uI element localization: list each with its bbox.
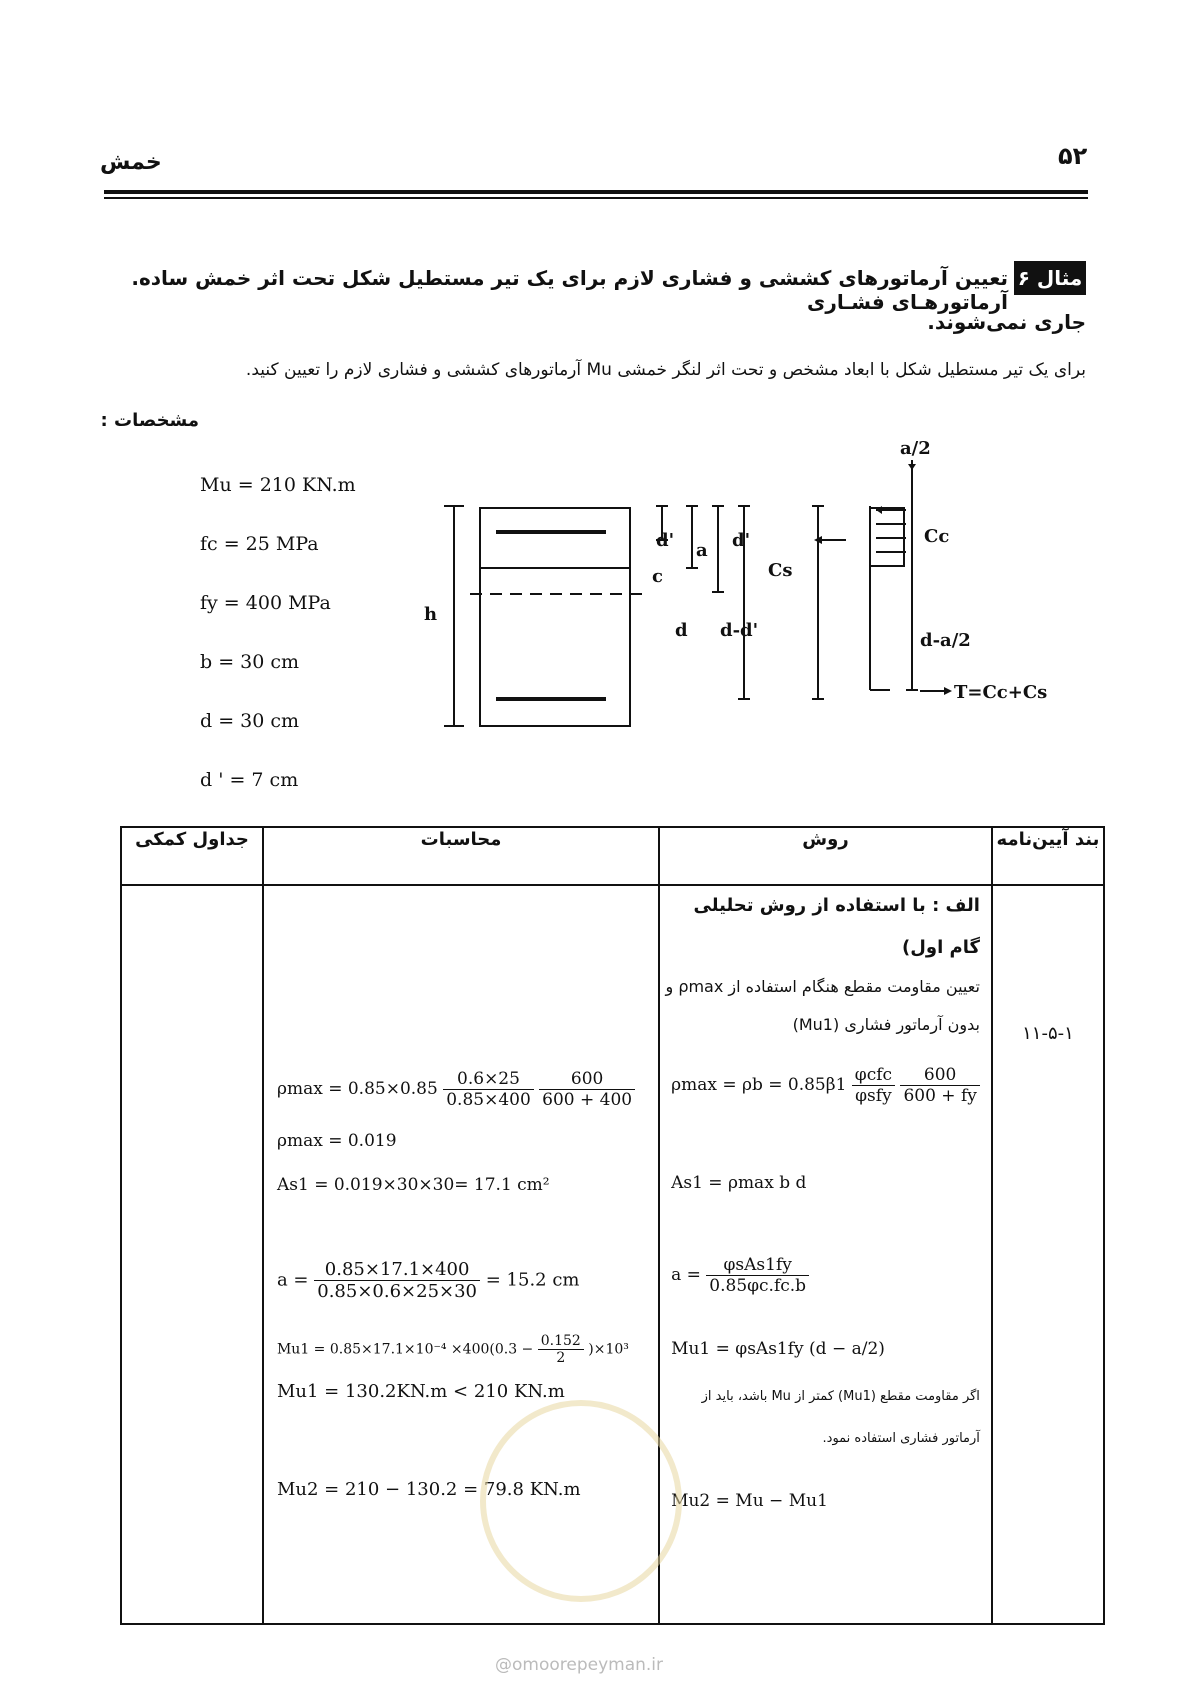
label-dprime: d' [656, 530, 675, 551]
label-a-over-2: a/2 [900, 438, 931, 459]
label-cc: Cc [924, 526, 950, 547]
header-rule-thin [104, 197, 1088, 199]
label-h: h [424, 604, 438, 625]
spec-d: d = 30 cm [200, 710, 300, 732]
spec-b: b = 30 cm [200, 651, 300, 673]
label-a: a [696, 540, 708, 561]
formula-mu2: Mu2 = Mu − Mu1 [671, 1491, 828, 1511]
code-reference: ۱۱-۵-۱ [1022, 1023, 1074, 1044]
calc-mu1-expression: Mu1 = 0.85×17.1×10⁻⁴ ×400(0.3 − $\frac{0.152}{2}$ )×10³ [276, 1333, 629, 1366]
specs-heading: مشخصات : [100, 410, 199, 431]
formula-mu1: Mu1 = φsAs1fy (d − a/2) [671, 1339, 885, 1359]
example-title-line2: جاری نمی‌شوند. [927, 310, 1086, 334]
calc-rho-max: ρmax = 0.85×0.85 $\frac{0.6\times 25}{0.85\times 400}$ $\frac{600}{600 + 400}$ [277, 1069, 635, 1110]
header-method: روش [659, 827, 992, 885]
calc-mu2: Mu2 = 210 − 130.2 = 79.8 KN.m [276, 1479, 581, 1500]
formula-as1: As1 = ρmax b d [671, 1173, 807, 1193]
method-step: گام اول) [902, 937, 980, 958]
chapter-title: خمش [100, 150, 162, 175]
method-cell [659, 885, 992, 1624]
method-note-2: آرماتور فشاری استفاده نمود. [822, 1431, 980, 1446]
formula-a: a = $\frac{\text{φsAs1fy}}{0.85\varphi c.fc.b}$ [671, 1255, 809, 1296]
formula-rho-max: ρmax = ρb = 0.85β1 $\frac{\text{φcfc}}{\text{φsfy}}$ $\frac{600}{600 + fy}$ [671, 1065, 980, 1106]
spec-fy: fy = 400 MPa [200, 592, 331, 614]
label-cs: Cs [768, 560, 793, 581]
label-c: c [652, 566, 663, 587]
method-desc-1: تعیین مقاومت مقطع هنگام استفاده از ρmax و [665, 977, 980, 996]
watermark-seal [480, 1400, 682, 1602]
example-title-line1: تعیین آرماتورهای کششی و فشاری لازم برای یک تیر مستطیل شکل تحت اثر خمش ساده. آرماتورهـای فشـاری [131, 266, 1008, 314]
label-tension: T=Cc+Cs [954, 682, 1048, 703]
calc-mu1-result: Mu1 = 130.2KN.m < 210 KN.m [276, 1381, 565, 1402]
label-d: d [675, 620, 688, 641]
beam-section-figure [424, 438, 1050, 740]
method-note-1: اگر مقاومت مقطع (Mu1) کمتر از Mu باشد، باید از [701, 1389, 980, 1404]
header-rule-thick [104, 190, 1088, 194]
spec-mu: Mu = 210 KN.m [200, 474, 356, 496]
label-d-minus-a2: d-a/2 [920, 630, 971, 651]
spec-dprime: d ' = 7 cm [200, 769, 299, 791]
beam-rectangle [480, 508, 630, 726]
aux-cell [121, 885, 263, 1624]
method-desc-2: بدون آرماتور فشاری (Mu1) [792, 1015, 980, 1034]
page-number: ۵۲ [1058, 142, 1088, 170]
calc-as1: As1 = 0.019×30×30= 17.1 cm² [276, 1175, 550, 1195]
example-badge: مثال ۶ [1014, 261, 1086, 295]
header-aux: جداول کمکی [121, 827, 263, 885]
header-calc: محاسبات [263, 827, 659, 885]
calc-rho-value: ρmax = 0.019 [276, 1131, 397, 1151]
header-code: بند آیین‌نامه [992, 827, 1104, 885]
example-intro: برای یک تیر مستطیل شکل با ابعاد مشخص و تحت اثر لنگر خمشی Mu آرماتورهای کششی و فشاری لازم را تعیین کنید. [245, 360, 1086, 380]
label-d-minus-dprime: d-d' [720, 620, 759, 641]
watermark-url: @omoorepeyman.ir [495, 1655, 664, 1675]
spec-fc: fc = 25 MPa [200, 533, 319, 555]
code-cell [992, 885, 1104, 1624]
calc-a: a = $\frac{0.85\times 17.1\times 400}{0.85\times 0.6\times 25\times 30}$ = 15.2 cm [276, 1259, 580, 1302]
label-dprime-2: d' [732, 530, 751, 551]
method-section: الف : با استفاده از روش تحلیلی [693, 895, 980, 916]
